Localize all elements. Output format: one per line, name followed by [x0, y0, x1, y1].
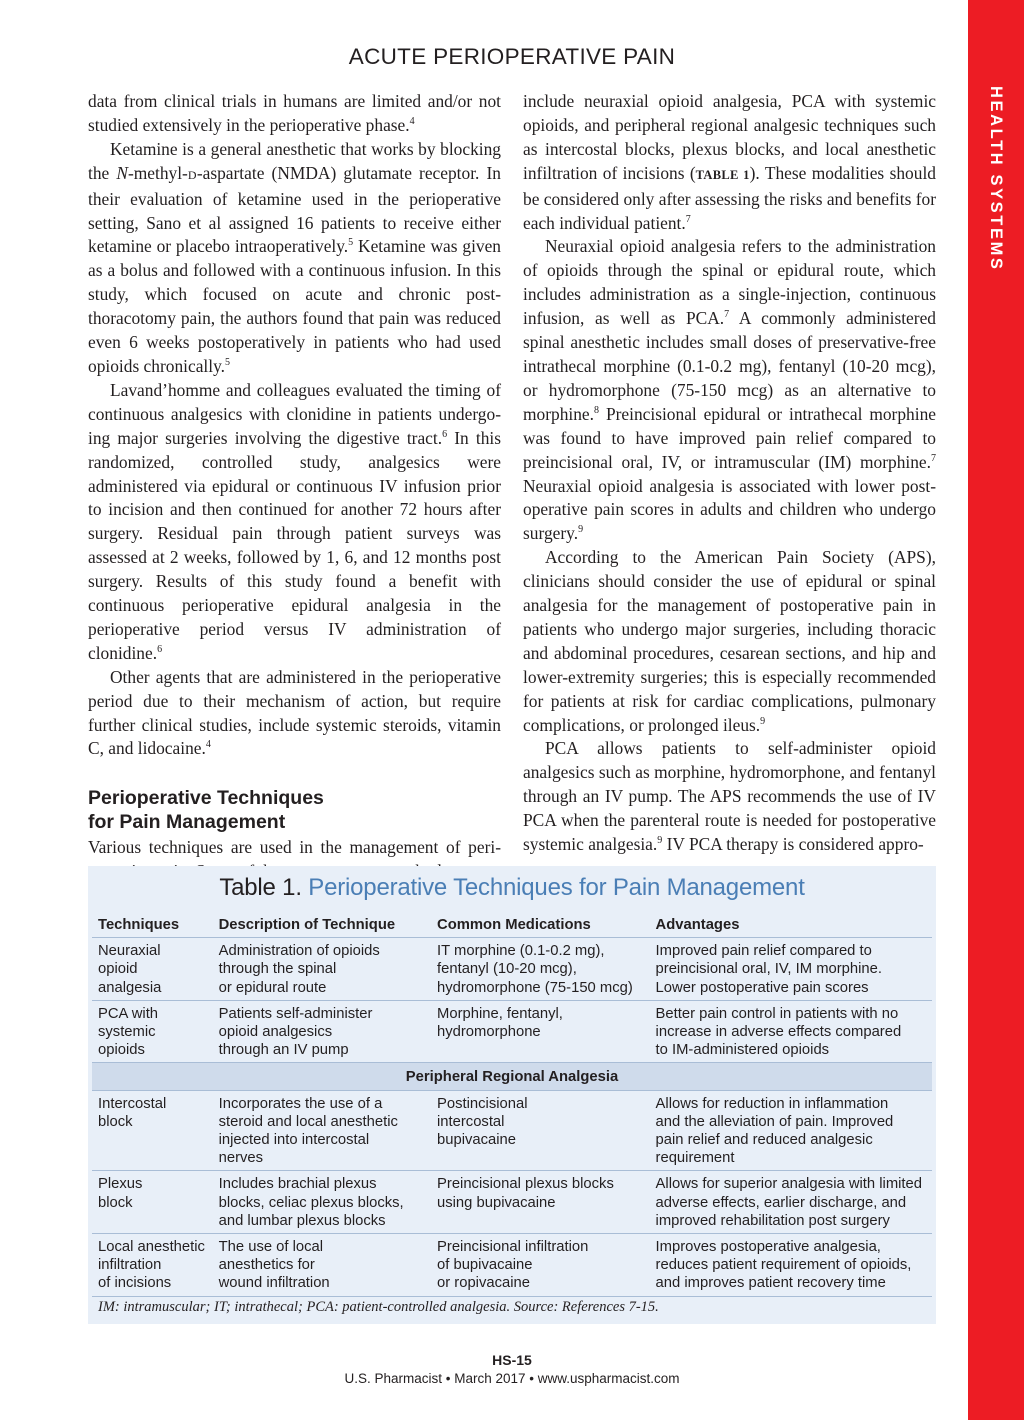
- side-edition-bar: [931, 0, 1024, 1420]
- table-row: [92, 938, 932, 1001]
- table-cell: Preincisional plexus blocks using bupivacaine: [431, 1171, 650, 1234]
- table-row: [92, 1234, 932, 1297]
- table-row: [92, 1171, 932, 1234]
- table-cell: Improves postoperative analgesia, reduces patient requirement of opioids, and improves patient recovery time: [650, 1234, 932, 1297]
- right-column: [523, 90, 936, 857]
- paragraph: Neuraxial opioid analgesia refers to the administration of opioids through the spinal or epidural route, which includes administration as a single-injection, continuous infusion, as well as PCA.$^7$ A commonly administered spinal anesthetic includes small doses of preservative-free intrathecal morphine (0.1-0.2 mg), fentanyl (10-20 mcg), or hydromorphone (75-150 mcg) as an alternative to morphine.$^8$ Preincisional epidural or intrathecal morphine was found to have improved pain relief compared to preincisional oral, IV, or intramuscular (IM) morphine.$^7$ Neuraxial opioid analgesia is associated with lower post-operative pain scores in adults and children who undergo surgery.$^9$: [523, 236, 936, 544]
- table-cell: Intercostal block: [92, 1090, 213, 1171]
- left-column: [88, 90, 501, 884]
- table-title: Table 1. Perioperative Techniques for Pain Management: [219, 874, 805, 901]
- table-cell: PCA with systemic opioids: [92, 1000, 213, 1063]
- table-cell: Allows for superior analgesia with limited adverse effects, earlier discharge, and improved rehabilitation post surgery: [650, 1171, 932, 1234]
- paragraph: Various techniques are used in the management of peri-: [88, 837, 501, 858]
- table-reference: TABLE 1: [695, 167, 750, 182]
- table-cell: Administration of opioids through the spinal or epidural route: [213, 938, 431, 1001]
- table-cell: Improved pain relief compared to preincisional oral, IV, IM morphine. Lower postoperative pain scores: [650, 938, 932, 1001]
- column-header: Common Medications: [431, 912, 650, 938]
- table-cell: Patients self-administer opioid analgesics through an IV pump: [213, 1000, 431, 1063]
- table-cell: Local anesthetic infiltration of incisions: [92, 1234, 213, 1297]
- paragraph: Other agents that are administered in the perioperative period due to their mechanism of action, but require further clinical studies, include systemic steroids, vitamin C, and lidocaine.$^4$: [88, 666, 501, 759]
- paragraph: PCA allows patients to self-administer opioid analgesics such as morphine, hydromorphone, and fentanyl through an IV pump. The APS recommends the use of IV PCA when the parenteral route is needed for postoperative systemic analgesia.$^9$ IV PCA therapy is considered appro-: [523, 738, 936, 855]
- table-cell: Plexus block: [92, 1171, 213, 1234]
- column-header: Techniques: [92, 912, 213, 938]
- table-subheader-row: [92, 1063, 932, 1090]
- page-number: HS-15: [492, 1352, 532, 1368]
- techniques-table: [92, 912, 932, 1297]
- table-cell: Preincisional infiltration of bupivacaine or ropivacaine: [431, 1234, 650, 1297]
- table-cell: Morphine, fentanyl, hydromorphone: [431, 1000, 650, 1063]
- table-subheader: Peripheral Regional Analgesia: [92, 1063, 932, 1090]
- publication-citation: U.S. Pharmacist • March 2017 • www.uspharmacist.com: [344, 1371, 680, 1386]
- page-footer: [0, 1352, 1024, 1386]
- running-header: ACUTE PERIOPERATIVE PAIN: [348, 44, 676, 69]
- table-box: [88, 866, 936, 1324]
- paragraph: According to the American Pain Society (APS), clinicians should consider the use of epidural or spinal analgesia for the management of postoperative pain in patients who undergo major surgeries, including thoracic and abdominal procedures, cesarean sections, and hip and lower-extremity surgeries; this is especially recommended for patients at risk for cardiac complications, pulmonary complications, or prolonged ileus.$^9$: [523, 547, 936, 735]
- table-cell: Better pain control in patients with no increase in adverse effects compared to IM-administered opioids: [650, 1000, 932, 1063]
- table-cell: Allows for reduction in inflammation and the alleviation of pain. Improved pain relief and reduced analgesic requirement: [650, 1090, 932, 1171]
- column-header: Description of Technique: [213, 912, 431, 938]
- paragraph: Ketamine is a general anesthetic that works by blocking the N-methyl-D-aspartate (NMDA) glutamate receptor. In their evaluation of ketamine used in the perioperative setting, Sano et al assigned 16 patients to receive either ketamine or placebo intraoperatively.$^5$ Ketamine was given as a bolus and followed with a continuous infusion. In this study, which focused on acute and chronic post-thoracotomy pain, the authors found that pain was reduced even 6 weeks postoperatively in patients who had used opioids chronically.$^5$: [88, 138, 502, 376]
- column-header: Advantages: [650, 912, 932, 938]
- side-edition-label: HEALTH SYSTEMS EDITION: [931, 86, 1005, 272]
- table-footnote: IM: intramuscular; IT; intrathecal; PCA: patient-controlled analgesia. Source: References 7-15.: [98, 1299, 659, 1315]
- table-cell: Neuraxial opioid analgesia: [92, 938, 213, 1001]
- section-heading: Perioperative Techniques for Pain Management: [88, 787, 324, 833]
- table-cell: Includes brachial plexus blocks, celiac plexus blocks, and lumbar plexus blocks: [213, 1171, 431, 1234]
- table-row: [92, 1090, 932, 1171]
- table-header-row: [92, 912, 932, 938]
- table-row: [92, 1000, 932, 1063]
- table-cell: The use of local anesthetics for wound infiltration: [213, 1234, 431, 1297]
- paragraph: include neuraxial opioid analgesia, PCA with systemic opioids, and peripheral regional analgesic techniques such as intercostal blocks, plexus blocks, and local anesthetic infiltration of incisions (TABLE 1). These modalities should be considered only after assessing the risks and benefits for each individual patient.$^7$: [523, 91, 936, 233]
- table-cell: Postincisional intercostal bupivacaine: [431, 1090, 650, 1171]
- table-cell: Incorporates the use of a steroid and local anesthetic injected into intercostal nerves: [213, 1090, 431, 1171]
- table-cell: IT morphine (0.1-0.2 mg), fentanyl (10-20 mcg), hydromorphone (75-150 mcg): [431, 938, 650, 1001]
- paragraph: Lavand’homme and colleagues evaluated the timing of continuous analgesics with clonidine in patients undergo-ing major surgeries involving the digestive tract.$^6$ In this randomized, controlled study, analgesics were administered via epidural or continuous IV infusion prior to incision and then continued for another 72 hours after surgery. Residual pain through patient surveys was assessed at 2 weeks, followed by 1, 6, and 12 months post surgery. Results of this study found a benefit with continuous perioperative epidural analgesia in the perioperative period versus IV administration of clonidine.$^6$: [88, 379, 502, 663]
- paragraph: data from clinical trials in humans are limited and/or not studied extensively in the perioperative phase.$^4$: [88, 91, 501, 135]
